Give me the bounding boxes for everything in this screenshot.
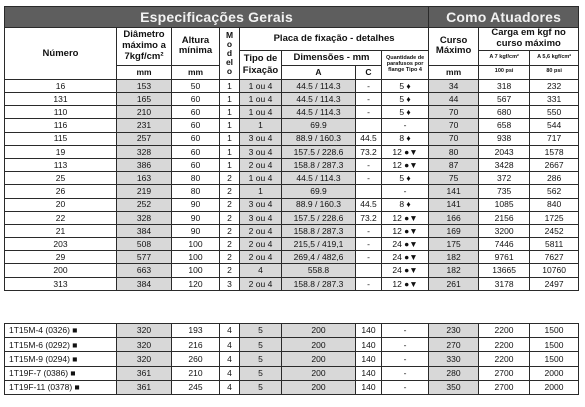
carga-80psi-cell: 840 (530, 198, 579, 211)
numero-cell: 1T19F-7 (0386) ■ (5, 366, 117, 380)
quantidade-cell: 5 ♦ (382, 93, 429, 106)
curso-cell: 34 (429, 79, 479, 92)
carga-100psi-cell: 2156 (479, 211, 530, 224)
dim-c-cell (356, 119, 382, 132)
curso-cell: 70 (429, 132, 479, 145)
diametro-cell: 384 (117, 224, 172, 237)
quantidade-cell: - (382, 338, 429, 352)
carga-80psi-cell: 2452 (530, 224, 579, 237)
tipo-fixacao-cell: 1 (240, 185, 282, 198)
numero-cell: 22 (5, 211, 117, 224)
numero-cell: 26 (5, 185, 117, 198)
dim-a-cell: 44.5 / 114.3 (282, 93, 356, 106)
dim-c-cell: 44.5 (356, 132, 382, 145)
curso-cell: 70 (429, 119, 479, 132)
tipo-fixacao-cell: 2 ou 4 (240, 238, 282, 251)
dim-c-cell: - (356, 93, 382, 106)
quantidade-cell: - (382, 324, 429, 338)
numero-cell: 29 (5, 251, 117, 264)
modelo-cell: 1 (220, 93, 240, 106)
psi80-unit: 80 psi (530, 65, 579, 79)
altura-cell: 90 (172, 224, 220, 237)
dim-c-cell: 73.2 (356, 145, 382, 158)
diametro-cell: 165 (117, 93, 172, 106)
diametro-cell: 163 (117, 172, 172, 185)
dim-a-cell: 88.9 / 160.3 (282, 198, 356, 211)
dim-a-cell: 88.9 / 160.3 (282, 132, 356, 145)
lower-table-row (5, 380, 579, 394)
numero-cell: 19 (5, 145, 117, 158)
diametro-cell: 386 (117, 158, 172, 171)
quantidade-cell: 12 ●▼ (382, 145, 429, 158)
diametro-cell: 153 (117, 79, 172, 92)
carga-100psi-cell: 7446 (479, 238, 530, 251)
carga-80psi-cell: 232 (530, 79, 579, 92)
diametro-cell: 231 (117, 119, 172, 132)
carga-100psi-cell: 3428 (479, 158, 530, 171)
curso-cell: 182 (429, 264, 479, 277)
numero-cell: 115 (5, 132, 117, 145)
tipo-fixacao-cell: 1 ou 4 (240, 172, 282, 185)
diametro-cell: 320 (117, 352, 172, 366)
especificacoes-header: Especificações Gerais (5, 7, 429, 28)
diametro-header: Diâmetro máximo a 7kgf/cm² (117, 28, 172, 66)
dim-c-cell: 140 (356, 352, 382, 366)
dim-a-cell: 215,5 / 419,1 (282, 238, 356, 251)
table-row (5, 238, 579, 251)
tipo-fixacao-cell: 3 ou 4 (240, 145, 282, 158)
carga-100psi-cell: 680 (479, 106, 530, 119)
dim-a-cell: 200 (282, 338, 356, 352)
dim-c-cell: - (356, 172, 382, 185)
carga-100psi-cell: 13665 (479, 264, 530, 277)
tipo-fixacao-cell: 1 ou 4 (240, 93, 282, 106)
modelo-cell: 1 (220, 106, 240, 119)
numero-cell: 313 (5, 277, 117, 290)
curso-cell: 141 (429, 198, 479, 211)
carga-100psi-cell: 2700 (479, 366, 530, 380)
quantidade-header: Quantidade de parafusos por flange Tipo 4 (382, 50, 429, 79)
modelo-cell: 4 (220, 380, 240, 394)
modelo-header (220, 28, 240, 80)
carga-100psi-cell: 735 (479, 185, 530, 198)
table-row (5, 79, 579, 92)
table-row (5, 224, 579, 237)
tipo-fixacao-cell: 1 (240, 119, 282, 132)
diametro-cell: 663 (117, 264, 172, 277)
altura-cell: 80 (172, 172, 220, 185)
carga-100psi-cell: 938 (479, 132, 530, 145)
diametro-cell: 219 (117, 185, 172, 198)
dimensoes-header: Dimensões - mm (282, 50, 382, 65)
carga-100psi-cell: 3200 (479, 224, 530, 237)
table-row (5, 106, 579, 119)
diametro-cell: 577 (117, 251, 172, 264)
dim-a-cell: 200 (282, 324, 356, 338)
diametro-unit: mm (117, 65, 172, 79)
diametro-cell: 257 (117, 132, 172, 145)
quantidade-cell: - (382, 185, 429, 198)
col-c-header: C (356, 65, 382, 79)
dim-a-cell: 157.5 / 228.6 (282, 211, 356, 224)
altura-cell: 216 (172, 338, 220, 352)
altura-cell: 90 (172, 198, 220, 211)
altura-cell: 193 (172, 324, 220, 338)
carga-80psi-cell: 5811 (530, 238, 579, 251)
lower-table-row (5, 324, 579, 338)
curso-cell: 280 (429, 366, 479, 380)
diametro-cell: 252 (117, 198, 172, 211)
quantidade-cell: 24 ●▼ (382, 264, 429, 277)
tipo-fixacao-cell: 5 (240, 338, 282, 352)
curso-cell: 80 (429, 145, 479, 158)
col-a-header: A (282, 65, 356, 79)
carga-80psi-cell: 544 (530, 119, 579, 132)
altura-cell: 100 (172, 251, 220, 264)
curso-cell: 175 (429, 238, 479, 251)
carga-80psi-cell: 2497 (530, 277, 579, 290)
atuadores-header: Como Atuadores (429, 7, 579, 28)
dim-a-cell: 69.9 (282, 119, 356, 132)
altura-cell: 50 (172, 79, 220, 92)
curso-cell: 44 (429, 93, 479, 106)
altura-cell: 80 (172, 185, 220, 198)
altura-cell: 260 (172, 352, 220, 366)
dim-c-cell: 44.5 (356, 198, 382, 211)
tipo-fixacao-cell: 4 (240, 264, 282, 277)
lower-table-row (5, 366, 579, 380)
dim-a-cell: 158.8 / 287.3 (282, 277, 356, 290)
curso-header: Curso Máximo (429, 28, 479, 66)
altura-cell: 60 (172, 145, 220, 158)
numero-cell: 1T15M-9 (0294) ■ (5, 352, 117, 366)
altura-cell: 120 (172, 277, 220, 290)
diametro-cell: 328 (117, 145, 172, 158)
dim-c-cell (356, 185, 382, 198)
carga-100psi-cell: 1085 (479, 198, 530, 211)
tipo-fixacao-cell: 5 (240, 324, 282, 338)
dim-a-cell: 269,4 / 482,6 (282, 251, 356, 264)
carga-80psi-cell: 1500 (530, 352, 579, 366)
altura-cell: 100 (172, 238, 220, 251)
diametro-cell: 361 (117, 380, 172, 394)
tipo-fixacao-cell: 3 ou 4 (240, 198, 282, 211)
diametro-cell: 328 (117, 211, 172, 224)
numero-cell: 116 (5, 119, 117, 132)
numero-cell: 200 (5, 264, 117, 277)
diametro-cell: 320 (117, 338, 172, 352)
quantidade-cell: 8 ♦ (382, 132, 429, 145)
tipo-fixacao-cell: 3 ou 4 (240, 211, 282, 224)
diametro-cell: 210 (117, 106, 172, 119)
altura-cell: 60 (172, 119, 220, 132)
curso-cell: 330 (429, 352, 479, 366)
curso-cell: 230 (429, 324, 479, 338)
dim-c-cell: - (356, 106, 382, 119)
modelo-cell: 2 (220, 251, 240, 264)
curso-cell: 141 (429, 185, 479, 198)
dim-c-cell: - (356, 224, 382, 237)
tipo-fixacao-cell: 3 ou 4 (240, 132, 282, 145)
table-row (5, 277, 579, 290)
carga-80psi-cell: 2000 (530, 380, 579, 394)
tipo-fixacao-cell: 5 (240, 352, 282, 366)
tipo-fixacao-cell: 2 ou 4 (240, 158, 282, 171)
curso-cell: 166 (429, 211, 479, 224)
dim-a-cell: 157.5 / 228.6 (282, 145, 356, 158)
curso-cell: 169 (429, 224, 479, 237)
numero-cell: 1T15M-4 (0326) ■ (5, 324, 117, 338)
lower-table-row (5, 338, 579, 352)
curso-cell: 75 (429, 172, 479, 185)
carga-100psi-cell: 2200 (479, 352, 530, 366)
dim-c-cell: - (356, 238, 382, 251)
tipo-fixacao-cell: 2 ou 4 (240, 251, 282, 264)
modelo-label: Modelo (225, 30, 234, 76)
curso-cell: 182 (429, 251, 479, 264)
modelo-cell: 1 (220, 158, 240, 171)
altura-cell: 245 (172, 380, 220, 394)
quantidade-cell: 12 ●▼ (382, 158, 429, 171)
modelo-cell: 4 (220, 324, 240, 338)
curso-cell: 350 (429, 380, 479, 394)
table-row (5, 185, 579, 198)
altura-cell: 100 (172, 264, 220, 277)
carga-header: Carga em kgf no curso máximo (479, 28, 579, 51)
dim-c-cell: 140 (356, 324, 382, 338)
modelo-cell: 1 (220, 119, 240, 132)
carga-80psi-cell: 2000 (530, 366, 579, 380)
table-row (5, 145, 579, 158)
tipo-fixacao-cell: 2 ou 4 (240, 224, 282, 237)
carga-100psi-cell: 372 (479, 172, 530, 185)
altura-cell: 60 (172, 132, 220, 145)
modelo-cell: 1 (220, 79, 240, 92)
dim-c-cell (356, 264, 382, 277)
tipo-fixacao-cell: 2 ou 4 (240, 277, 282, 290)
tipo-fixacao-cell: 1 ou 4 (240, 79, 282, 92)
quantidade-cell: 24 ●▼ (382, 238, 429, 251)
curso-cell: 270 (429, 338, 479, 352)
table-row (5, 93, 579, 106)
curso-cell: 261 (429, 277, 479, 290)
modelo-cell: 1 (220, 132, 240, 145)
dim-a-cell: 44.5 / 114.3 (282, 106, 356, 119)
tipo-fixacao-cell: 5 (240, 380, 282, 394)
dim-a-cell: 200 (282, 380, 356, 394)
carga-80psi-cell: 550 (530, 106, 579, 119)
quantidade-cell: 12 ●▼ (382, 277, 429, 290)
quantidade-cell: - (382, 352, 429, 366)
curso-cell: 70 (429, 106, 479, 119)
diametro-cell: 384 (117, 277, 172, 290)
lower-table (4, 323, 579, 395)
numero-cell: 203 (5, 238, 117, 251)
quantidade-cell: 24 ●▼ (382, 251, 429, 264)
numero-cell: 25 (5, 172, 117, 185)
spec-table (4, 6, 579, 291)
table-row (5, 119, 579, 132)
dim-c-cell: 140 (356, 366, 382, 380)
carga-80psi-cell: 1500 (530, 324, 579, 338)
diametro-cell: 320 (117, 324, 172, 338)
modelo-cell: 3 (220, 277, 240, 290)
dim-a-cell: 200 (282, 366, 356, 380)
table-row (5, 251, 579, 264)
dim-c-cell: - (356, 158, 382, 171)
modelo-cell: 2 (220, 185, 240, 198)
carga-80psi-cell: 717 (530, 132, 579, 145)
numero-cell: 1T15M-6 (0292) ■ (5, 338, 117, 352)
altura-cell: 90 (172, 211, 220, 224)
carga-100psi-cell: 2200 (479, 338, 530, 352)
dim-c-cell: 140 (356, 338, 382, 352)
modelo-cell: 2 (220, 172, 240, 185)
numero-cell: 110 (5, 106, 117, 119)
altura-unit: mm (172, 65, 220, 79)
table-row (5, 198, 579, 211)
carga-80psi-cell: 1500 (530, 338, 579, 352)
psi100-unit: 100 psi (479, 65, 530, 79)
carga-100psi-cell: 318 (479, 79, 530, 92)
table-row (5, 264, 579, 277)
placa-header: Placa de fixação - detalhes (240, 28, 429, 51)
carga-100psi-cell: 9761 (479, 251, 530, 264)
dim-c-cell: - (356, 79, 382, 92)
quantidade-cell: 12 ●▼ (382, 224, 429, 237)
numero-cell: 1T19F-11 (0378) ■ (5, 380, 117, 394)
altura-cell: 210 (172, 366, 220, 380)
quantidade-cell: 5 ♦ (382, 106, 429, 119)
carga-80psi-cell: 331 (530, 93, 579, 106)
carga-80psi-cell: 286 (530, 172, 579, 185)
modelo-cell: 4 (220, 352, 240, 366)
numero-cell: 113 (5, 158, 117, 171)
dim-a-cell: 44.5 / 114.3 (282, 172, 356, 185)
quantidade-cell: - (382, 119, 429, 132)
tipo-fixacao-cell: 5 (240, 366, 282, 380)
quantidade-cell: - (382, 380, 429, 394)
lower-table-row (5, 352, 579, 366)
modelo-cell: 2 (220, 238, 240, 251)
numero-cell: 16 (5, 79, 117, 92)
modelo-cell: 4 (220, 366, 240, 380)
quantidade-cell: 5 ♦ (382, 79, 429, 92)
carga-80psi-cell: 2667 (530, 158, 579, 171)
dim-a-cell: 69.9 (282, 185, 356, 198)
dim-a-cell: 44.5 / 114.3 (282, 79, 356, 92)
numero-cell: 131 (5, 93, 117, 106)
quantidade-cell: 8 ♦ (382, 198, 429, 211)
modelo-cell: 2 (220, 224, 240, 237)
quantidade-cell: 12 ●▼ (382, 211, 429, 224)
carga-80psi-cell: 1725 (530, 211, 579, 224)
carga-80psi-cell: 7627 (530, 251, 579, 264)
carga-7-header: A 7 kgf/cm² (479, 50, 530, 65)
quantidade-cell: 5 ♦ (382, 172, 429, 185)
carga-100psi-cell: 658 (479, 119, 530, 132)
altura-cell: 60 (172, 106, 220, 119)
dim-a-cell: 158.8 / 287.3 (282, 224, 356, 237)
table-row (5, 158, 579, 171)
table-row (5, 172, 579, 185)
table-row (5, 132, 579, 145)
carga-100psi-cell: 2700 (479, 380, 530, 394)
carga-55-header: A 5,6 kgf/cm² (530, 50, 579, 65)
table-row (5, 211, 579, 224)
carga-80psi-cell: 562 (530, 185, 579, 198)
dim-c-cell: - (356, 277, 382, 290)
carga-80psi-cell: 10760 (530, 264, 579, 277)
altura-header: Altura mínima (172, 28, 220, 66)
carga-100psi-cell: 2200 (479, 324, 530, 338)
diametro-cell: 361 (117, 366, 172, 380)
curso-cell: 87 (429, 158, 479, 171)
carga-100psi-cell: 3178 (479, 277, 530, 290)
altura-cell: 60 (172, 93, 220, 106)
modelo-cell: 2 (220, 264, 240, 277)
modelo-cell: 4 (220, 338, 240, 352)
dim-a-cell: 200 (282, 352, 356, 366)
diametro-cell: 508 (117, 238, 172, 251)
carga-100psi-cell: 2043 (479, 145, 530, 158)
dim-c-cell: 140 (356, 380, 382, 394)
modelo-cell: 1 (220, 145, 240, 158)
numero-header: Número (5, 28, 117, 80)
carga-100psi-cell: 567 (479, 93, 530, 106)
altura-cell: 60 (172, 158, 220, 171)
curso-unit: mm (429, 65, 479, 79)
dim-c-cell: 73.2 (356, 211, 382, 224)
dim-a-cell: 558.8 (282, 264, 356, 277)
modelo-cell: 2 (220, 211, 240, 224)
numero-cell: 21 (5, 224, 117, 237)
dim-a-cell: 158.8 / 287.3 (282, 158, 356, 171)
modelo-cell: 2 (220, 198, 240, 211)
tipo-fixacao-cell: 1 ou 4 (240, 106, 282, 119)
dim-c-cell: - (356, 251, 382, 264)
carga-80psi-cell: 1578 (530, 145, 579, 158)
numero-cell: 20 (5, 198, 117, 211)
tipo-fixacao-header: Tipo de Fixação (240, 50, 282, 79)
quantidade-cell: - (382, 366, 429, 380)
